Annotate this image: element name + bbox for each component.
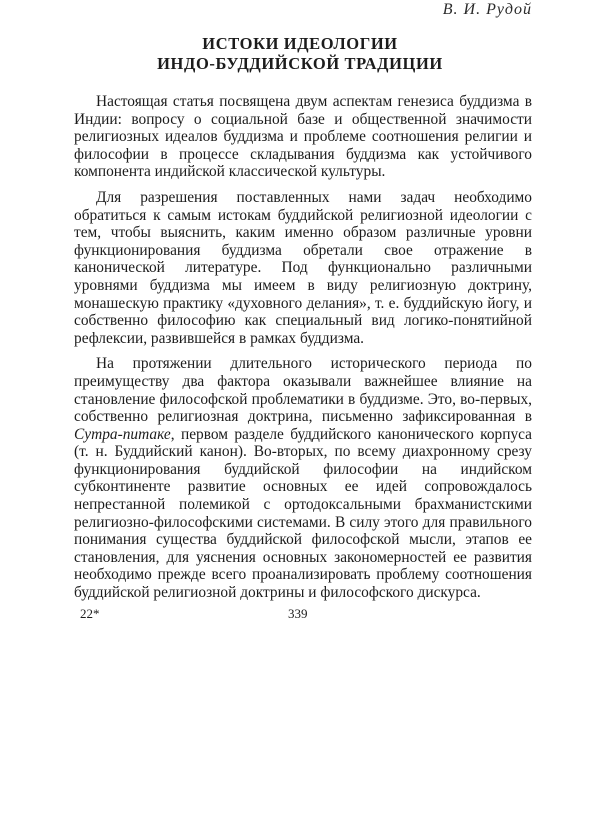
- article-title: [0, 34, 600, 74]
- paragraph-3-part-2: , первом разделе буддийского канонического корпуса (т. н. Буддийский канон). Во-вторых, по всему диахронному срезу функционирования буддийской философии на индийском субконтиненте развитие основных ее идей сопровождалось непрестанной полемикой с ортодоксальными брахманистскими религиозно-философскими системами. В силу этого для правильного понимания существа буддийской философской мысли, этапов ее становления, для уяснения основных закономерностей ее развития необходимо прежде всего проанализировать проблему соотношения буддийской религиозной доктрины и философского дискурса.: [74, 425, 532, 602]
- signature-mark: 22*: [80, 606, 100, 621]
- paragraph-3: [74, 355, 532, 601]
- paragraph-3-part-1: На протяжении длительного исторического периода по преимуществу два фактора оказывали важнейшее влияние на становление философской проблематики в буддизме. Это, во-первых, собственно религиозная доктрина, письменно зафиксированная в: [74, 355, 532, 426]
- paragraph-2: Для разрешения поставленных нами задач необходимо обратиться к самым истокам буддийской религиозной идеологии с тем, чтобы выяснить, каким именно образом различные уровни функционирования буддизма обретали свое отражение в канонической литературе. Под функционально различными уровнями буддизма мы имеем в виду религиозную доктрину, монашескую практику «духовного делания», т. е. буддийскую йогу, и собственно философию как специальный вид логико-понятийной рефлексии, развившейся в рамках буддизма.: [74, 188, 532, 347]
- paragraph-1: Настоящая статья посвящена двум аспектам генезиса буддизма в Индии: вопросу о социальной базе и общественной значимости религиозных идеалов буддизма и проблеме соотношения религии и философии в процессе складывания буддизма как устойчивого компонента индийской классической культуры.: [74, 93, 532, 181]
- article-title-line-2: ИНДО-БУДДИЙСКОЙ ТРАДИЦИИ: [157, 54, 443, 73]
- article-body: [74, 93, 532, 610]
- article-title-line-1: ИСТОКИ ИДЕОЛОГИИ: [202, 34, 398, 53]
- page-number: 339: [288, 606, 308, 621]
- author-name: В. И. Рудой: [442, 1, 532, 18]
- sutra-pitaka-term: Сутра-питаке: [74, 425, 171, 443]
